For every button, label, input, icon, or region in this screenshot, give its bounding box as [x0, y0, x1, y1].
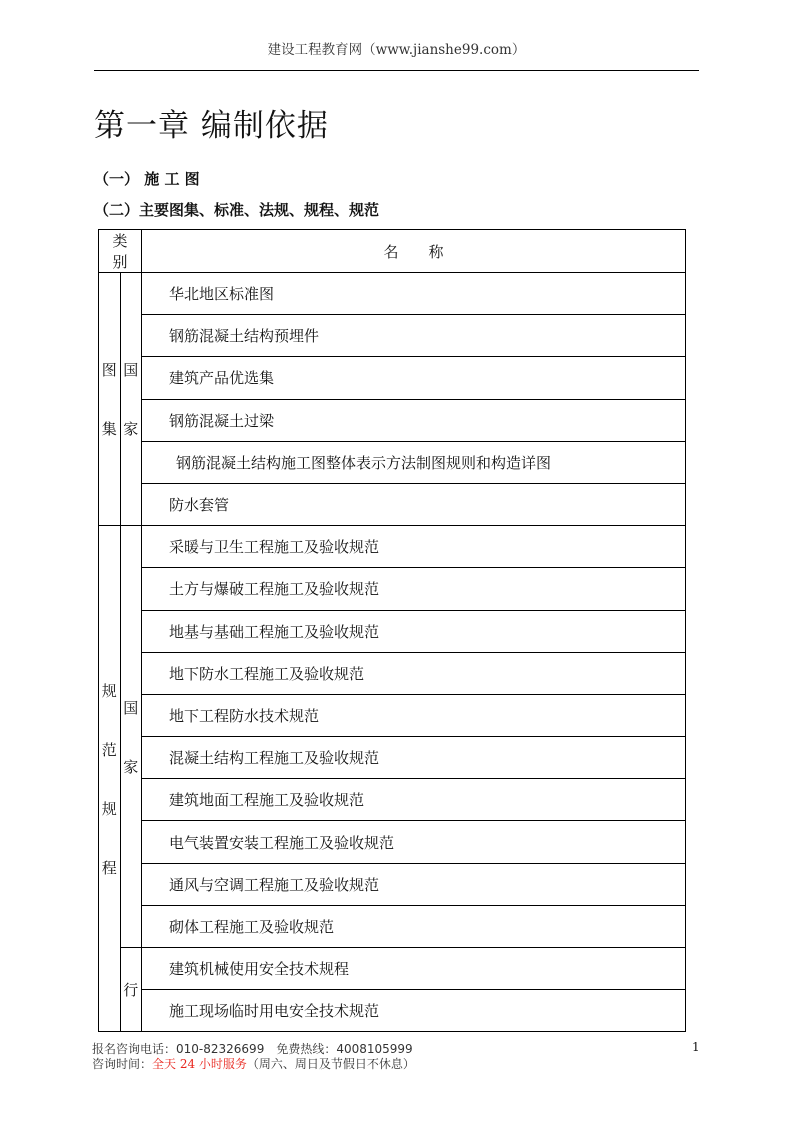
chapter-title: 第一章 编制依据 — [94, 108, 329, 144]
table-row — [99, 863, 686, 905]
standard-name: 土方与爆破工程施工及验收规范 — [142, 568, 686, 610]
table-row — [99, 526, 686, 568]
footer-contact: 报名咨询电话：010-82326699 免费热线：4008105999 — [92, 1042, 413, 1056]
section-heading-1: （一） 施 工 图 — [94, 170, 200, 188]
table-row — [99, 315, 686, 357]
header-category: 类 别 — [99, 230, 142, 273]
table-row — [99, 652, 686, 694]
table-row — [99, 737, 686, 779]
section-heading-2: （二）主要图集、标准、法规、规程、规范 — [94, 201, 380, 219]
footer-hours: 咨询时间：全天 24 小时服务（周六、周日及节假日不休息） — [92, 1057, 415, 1071]
level-cell: 行 — [120, 948, 142, 1032]
table-row — [99, 779, 686, 821]
table-header-row — [99, 230, 686, 273]
standard-name: 防水套管 — [142, 483, 686, 525]
table-row — [99, 990, 686, 1032]
table-row — [99, 948, 686, 990]
level-cell: 国 家 — [120, 273, 142, 526]
category-cell: 图 集 — [99, 273, 121, 526]
table-row — [99, 568, 686, 610]
category-cell: 规 范 规 程 — [99, 526, 121, 1032]
standard-name: 采暖与卫生工程施工及验收规范 — [142, 526, 686, 568]
header-divider — [94, 70, 699, 71]
table-row — [99, 694, 686, 736]
standard-name: 钢筋混凝土过梁 — [142, 399, 686, 441]
standard-name: 建筑产品优选集 — [142, 357, 686, 399]
standard-name: 钢筋混凝土结构预埋件 — [142, 315, 686, 357]
page-header: 建设工程教育网（www.jianshe99.com） — [267, 42, 526, 58]
standard-name: 砌体工程施工及验收规范 — [142, 905, 686, 947]
table-row — [99, 441, 686, 483]
standards-table — [98, 229, 686, 1032]
standard-name: 钢筋混凝土结构施工图整体表示方法制图规则和构造详图 — [142, 441, 686, 483]
standard-name: 地基与基础工程施工及验收规范 — [142, 610, 686, 652]
table-row — [99, 821, 686, 863]
level-cell: 国 家 — [120, 526, 142, 948]
page-number: 1 — [692, 1040, 700, 1054]
standard-name: 施工现场临时用电安全技术规范 — [142, 990, 686, 1032]
table-row — [99, 273, 686, 315]
standard-name: 地下防水工程施工及验收规范 — [142, 652, 686, 694]
standard-name: 建筑机械使用安全技术规程 — [142, 948, 686, 990]
table-row — [99, 610, 686, 652]
table-row — [99, 483, 686, 525]
standard-name: 华北地区标准图 — [142, 273, 686, 315]
standard-name: 电气装置安装工程施工及验收规范 — [142, 821, 686, 863]
standard-name: 通风与空调工程施工及验收规范 — [142, 863, 686, 905]
table-row — [99, 357, 686, 399]
standard-name: 地下工程防水技术规范 — [142, 694, 686, 736]
header-name: 名 称 — [142, 230, 686, 273]
table-row — [99, 399, 686, 441]
standard-name: 建筑地面工程施工及验收规范 — [142, 779, 686, 821]
standard-name: 混凝土结构工程施工及验收规范 — [142, 737, 686, 779]
table-row — [99, 905, 686, 947]
